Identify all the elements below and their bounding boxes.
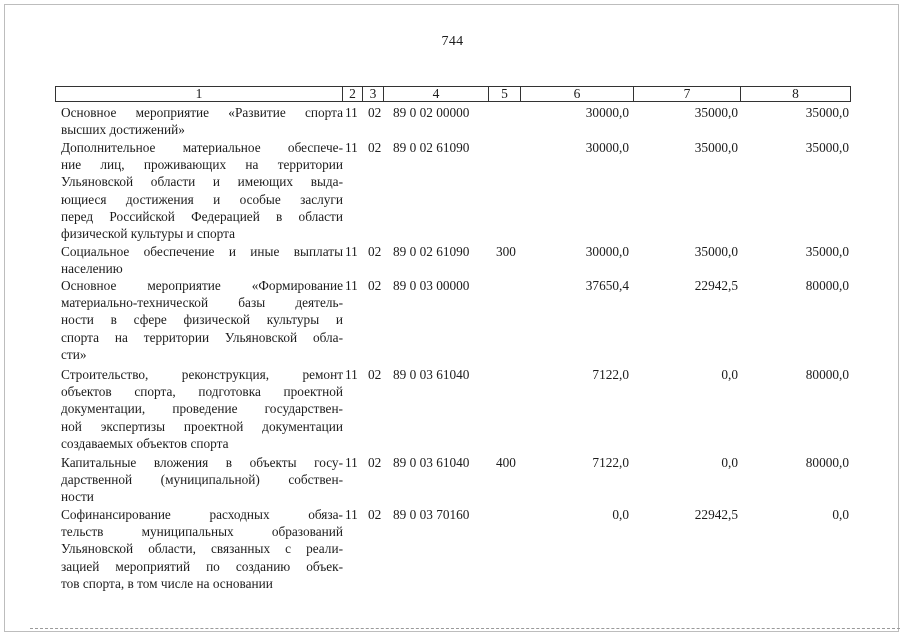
description-line: Софинансирование расходных обяза- [61, 507, 343, 522]
description-line: населению [61, 261, 123, 277]
subsection-code: 02 [368, 507, 382, 522]
row-description [55, 506, 343, 592]
row-description [55, 277, 343, 363]
description-line: Дополнительное материальное обеспече- [61, 140, 343, 155]
section-code: 11 [345, 367, 358, 382]
section-code: 11 [345, 455, 358, 470]
amount-year-1: 37650,4 [585, 278, 629, 293]
description-line: создаваемых объектов спорта [61, 435, 229, 451]
section-code: 11 [345, 140, 358, 155]
row-description [55, 243, 343, 277]
target-article-code: 89 0 02 00000 [393, 105, 470, 120]
amount-year-3: 35000,0 [805, 244, 849, 259]
description-line: ющиеся достижения и особые заслуги [61, 191, 343, 207]
amount-year-1: 30000,0 [585, 105, 629, 120]
description-line: Основное мероприятие «Формирование [61, 278, 343, 293]
amount-year-2: 35000,0 [694, 105, 738, 120]
column-header-6: 6 [521, 87, 634, 101]
subsection-code: 02 [368, 140, 382, 155]
amount-year-3: 80000,0 [805, 278, 849, 293]
table-header-row [55, 86, 851, 102]
table-row [55, 277, 851, 363]
row-description [55, 366, 343, 452]
description-line: спорта на территории Ульяновской обла- [61, 329, 343, 345]
amount-year-2: 0,0 [721, 455, 738, 470]
table-row [55, 506, 851, 592]
description-line: Капитальные вложения в объекты госу- [61, 455, 343, 470]
budget-table [55, 86, 851, 591]
row-description [55, 139, 343, 242]
subsection-code: 02 [368, 367, 382, 382]
description-line: Строительство, реконструкция, ремонт [61, 367, 343, 382]
description-line: документации, проведение государствен- [61, 401, 343, 417]
description-line: Ульяновской области и имеющих выда- [61, 174, 343, 190]
amount-year-3: 80000,0 [805, 455, 849, 470]
target-article-code: 89 0 03 61040 [393, 367, 470, 382]
row-description [55, 104, 343, 138]
column-header-5: 5 [489, 87, 521, 101]
amount-year-3: 0,0 [832, 507, 849, 522]
description-line: Основное мероприятие «Развитие спорта [61, 105, 343, 120]
table-row [55, 139, 851, 242]
section-code: 11 [345, 507, 358, 522]
target-article-code: 89 0 02 61090 [393, 244, 470, 259]
amount-year-1: 0,0 [612, 507, 629, 522]
description-line: сти» [61, 346, 87, 362]
description-line: Социальное обеспечение и иные выплаты [61, 244, 343, 259]
column-header-7: 7 [634, 87, 741, 101]
amount-year-2: 22942,5 [694, 507, 738, 522]
description-line: перед Российской Федерацией в области [61, 208, 343, 224]
description-line: высших достижений» [61, 122, 185, 138]
amount-year-1: 7122,0 [592, 455, 629, 470]
description-line: материально-технической базы деятель- [61, 295, 343, 311]
amount-year-3: 35000,0 [805, 140, 849, 155]
section-code: 11 [345, 105, 358, 120]
amount-year-3: 35000,0 [805, 105, 849, 120]
page-bottom-edge [30, 628, 900, 629]
column-header-8: 8 [792, 86, 799, 101]
table-row [55, 243, 851, 277]
description-line: объектов спорта, подготовка проектной [61, 384, 343, 400]
amount-year-3: 80000,0 [805, 367, 849, 382]
subsection-code: 02 [368, 105, 382, 120]
table-row [55, 104, 851, 138]
description-line: Ульяновской области, связанных с реали- [61, 541, 343, 557]
description-line: ние лиц, проживающих на территории [61, 157, 343, 173]
amount-year-1: 30000,0 [585, 244, 629, 259]
table-row [55, 366, 851, 452]
description-line: тов спорта, в том числе на основании [61, 575, 273, 591]
description-line: дарственной (муниципальной) собствен- [61, 472, 343, 488]
column-header-2: 2 [343, 87, 363, 101]
description-line: ной экспертизы проектной документации [61, 418, 343, 434]
expense-type-code: 300 [496, 244, 516, 259]
subsection-code: 02 [368, 278, 382, 293]
subsection-code: 02 [368, 244, 382, 259]
amount-year-1: 7122,0 [592, 367, 629, 382]
description-line: ности [61, 489, 94, 505]
column-header-4: 4 [384, 87, 489, 101]
column-header-3: 3 [363, 87, 384, 101]
target-article-code: 89 0 02 61090 [393, 140, 470, 155]
amount-year-1: 30000,0 [585, 140, 629, 155]
row-description [55, 454, 343, 506]
table-row [55, 454, 851, 506]
expense-type-code: 400 [496, 455, 516, 470]
section-code: 11 [345, 244, 358, 259]
amount-year-2: 35000,0 [694, 244, 738, 259]
target-article-code: 89 0 03 70160 [393, 507, 470, 522]
subsection-code: 02 [368, 455, 382, 470]
amount-year-2: 35000,0 [694, 140, 738, 155]
amount-year-2: 22942,5 [694, 278, 738, 293]
description-line: тельств муниципальных образований [61, 524, 343, 540]
page-number: 744 [441, 34, 464, 49]
column-header-1: 1 [56, 87, 343, 101]
target-article-code: 89 0 03 00000 [393, 278, 470, 293]
target-article-code: 89 0 03 61040 [393, 455, 470, 470]
description-line: зацией мероприятий по созданию объек- [61, 558, 343, 574]
amount-year-2: 0,0 [721, 367, 738, 382]
section-code: 11 [345, 278, 358, 293]
description-line: ности в сфере физической культуры и [61, 312, 343, 328]
description-line: физической культуры и спорта [61, 226, 235, 242]
